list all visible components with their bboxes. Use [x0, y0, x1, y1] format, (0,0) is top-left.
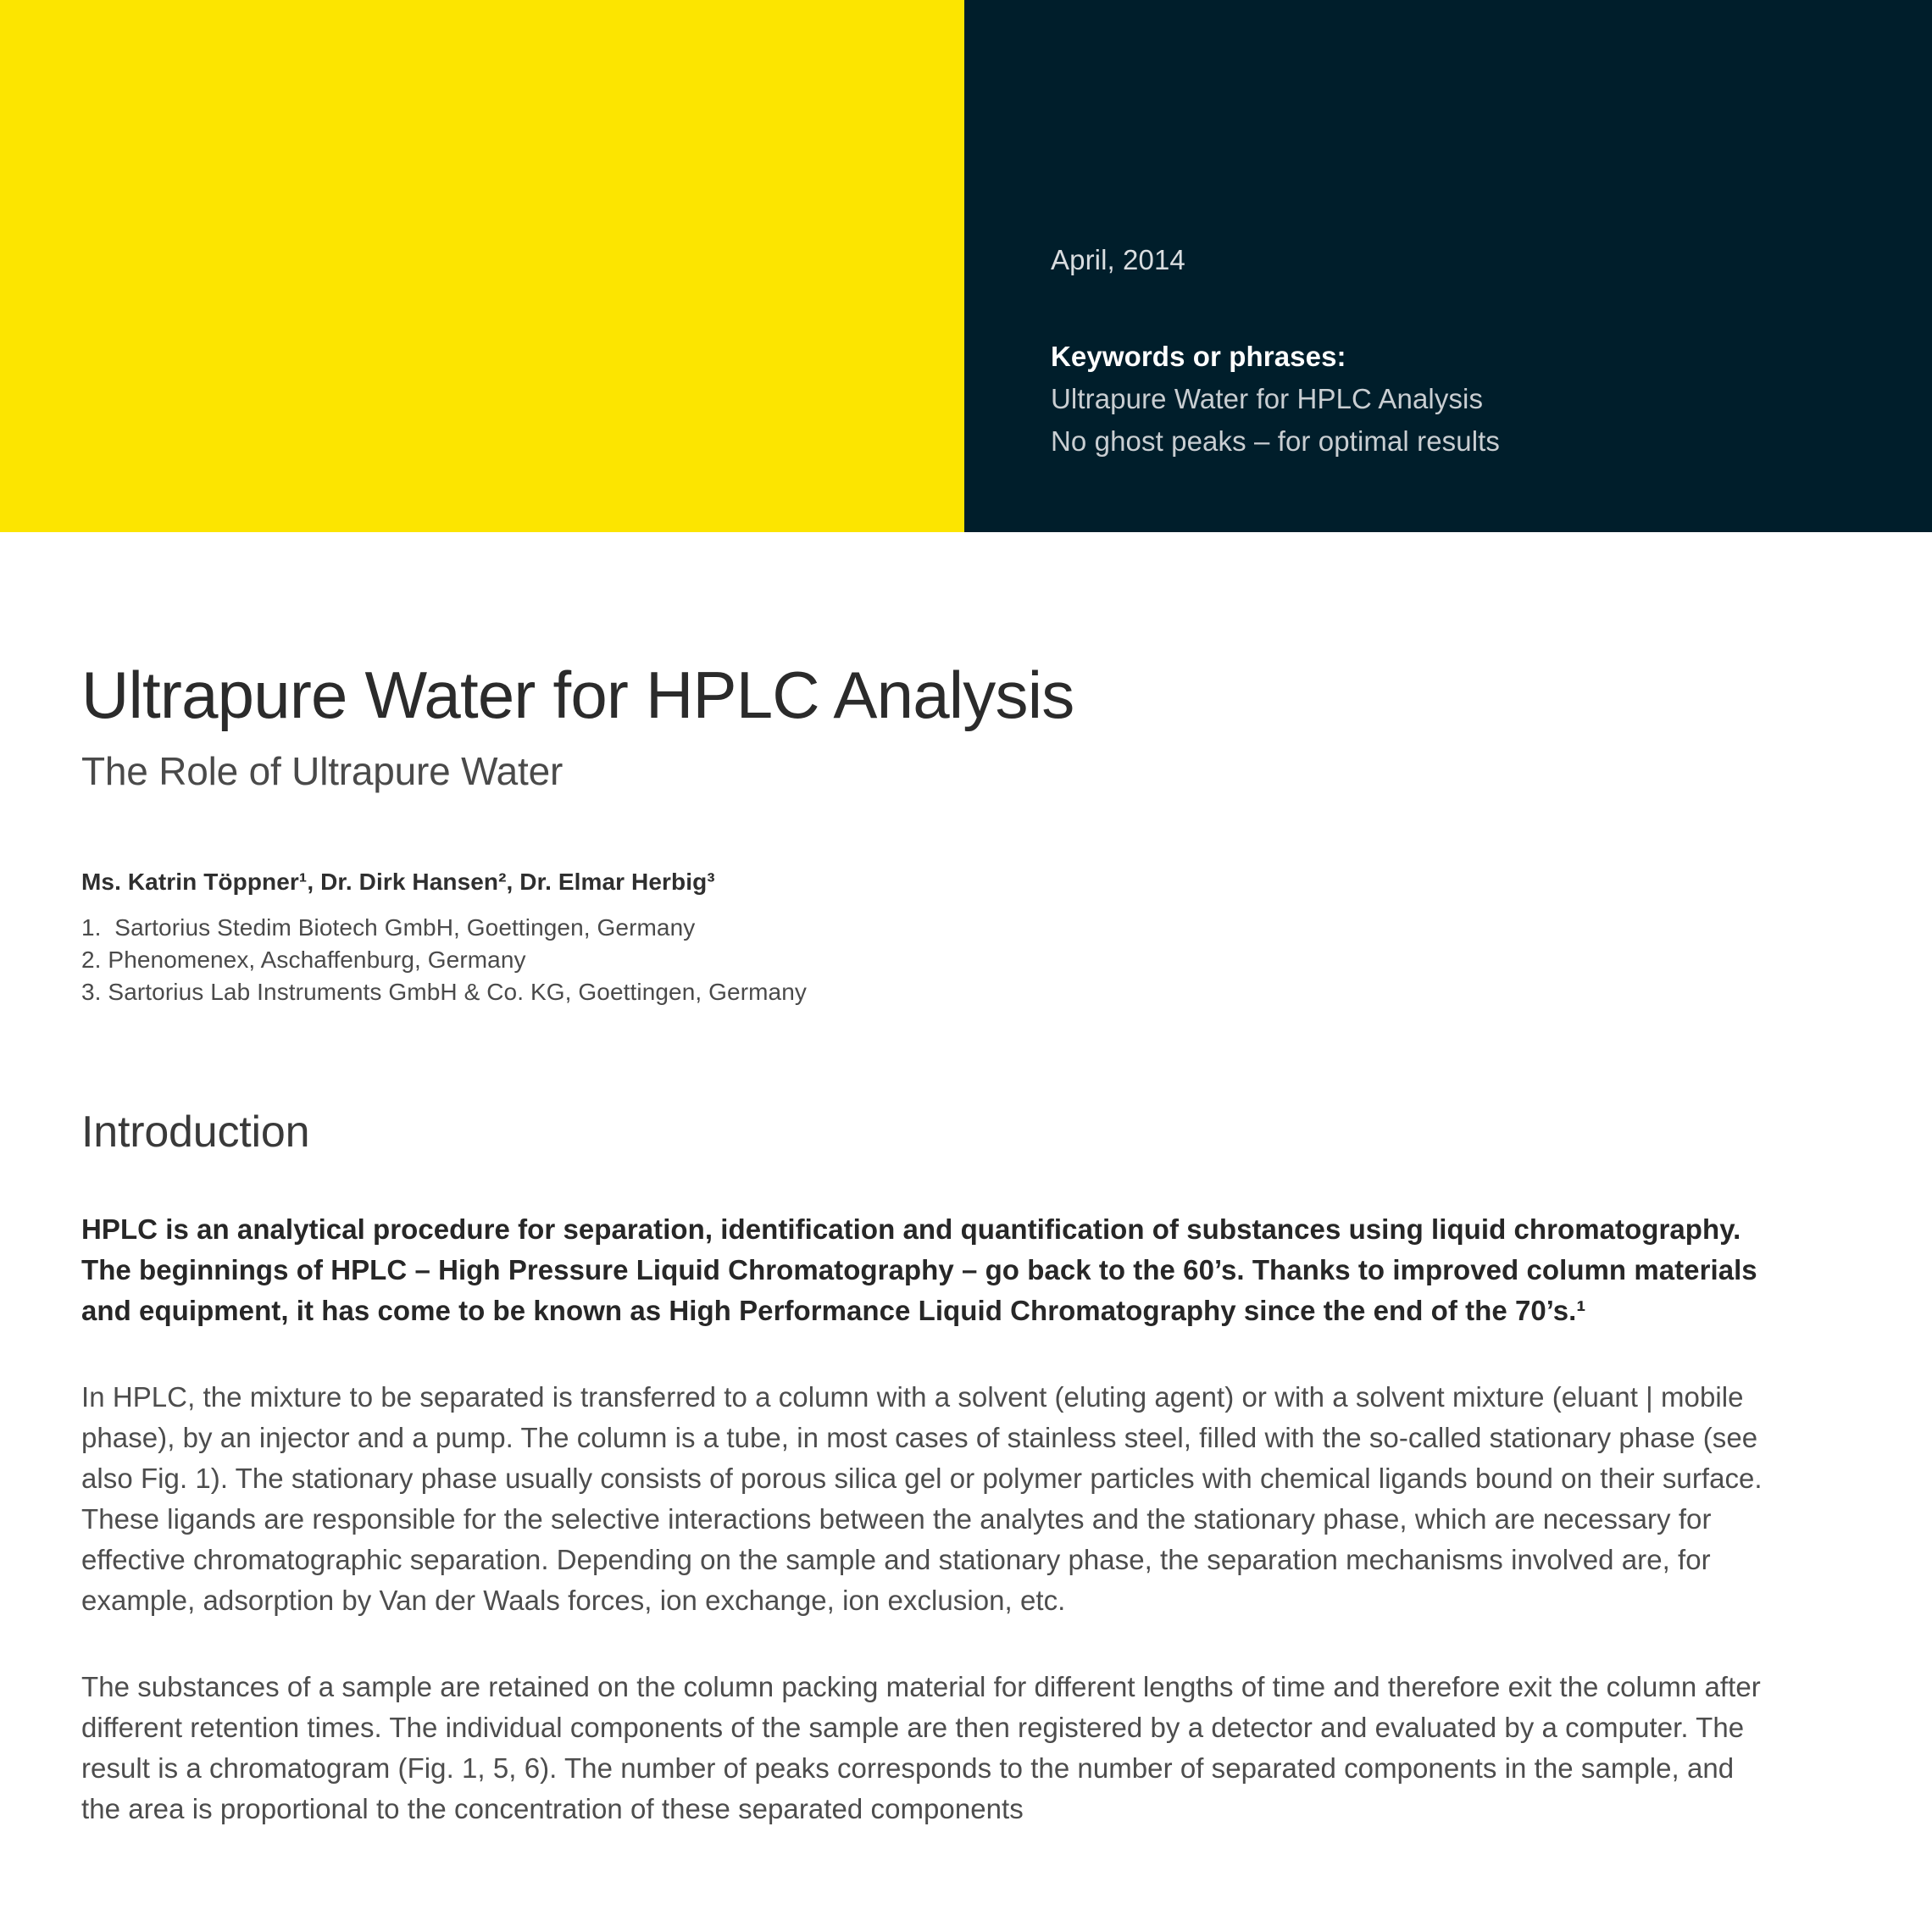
intro-lead-paragraph: HPLC is an analytical procedure for separation, identification and quantification of substances using liquid chromatography. The beginnings of HPLC – High Pressure Liquid Chromatography – go back to the 60’s. Thanks to improved column materials and equipment, it has come to be known as High Performance Liquid Chromatography since the end of the 70’s.¹ — [81, 1213, 1757, 1327]
keywords-label: Keywords or phrases: — [1051, 341, 1346, 372]
cover-banner — [0, 0, 1932, 532]
affiliation-item: 1. Sartorius Stedim Biotech GmbH, Goettingen, Germany — [81, 913, 696, 941]
page-subtitle: The Role of Ultrapure Water — [81, 749, 564, 794]
publication-date: April, 2014 — [1051, 244, 1185, 275]
keywords-block — [1051, 336, 1813, 463]
banner-yellow-block — [0, 0, 964, 532]
content-column — [81, 532, 1776, 1829]
affiliation-list — [81, 898, 1776, 1008]
banner-text-area — [1051, 0, 1813, 532]
intro-paragraph-2: The substances of a sample are retained on the column packing material for different lengths of time and therefore exit the column after different retention times. The individual components of the sample are then registered by a detector and evaluated by a computer. The result is a chromatogram (Fig. 1, 5, 6). The number of peaks corresponds to the number of separated components in the sample, and the area is proportional to the concentration of these separated components — [81, 1671, 1761, 1825]
intro-paragraph-1: In HPLC, the mixture to be separated is transferred to a column with a solvent (eluting agent) or with a solvent mixture (eluant | mobile phase), by an injector and a pump. The column is a tube, in most cases of stainless steel, filled with the so-called stationary phase (see also Fig. 1). The stationary phase usually consists of porous silica gel or polymer particles with chemical ligands bound on their surface. These ligands are responsible for the selective interactions between the analytes and the stationary phase, which are necessary for effective chromatographic separation. Depending on the sample and stationary phase, the separation mechanisms involved are, for example, adsorption by Van der Waals forces, ion exchange, ion exclusion, etc. — [81, 1381, 1763, 1617]
affiliation-item: 2. Phenomenex, Aschaffenburg, Germany — [81, 946, 526, 973]
keyword-line-2: No ghost peaks – for optimal results — [1051, 425, 1501, 457]
page-title: Ultrapure Water for HPLC Analysis — [81, 658, 1074, 732]
section-heading-introduction: Introduction — [81, 1107, 310, 1157]
affiliation-item: 3. Sartorius Lab Instruments GmbH & Co. KG, Goettingen, Germany — [81, 978, 807, 1005]
keyword-line-1: Ultrapure Water for HPLC Analysis — [1051, 383, 1484, 414]
document-body — [0, 532, 1932, 1829]
banner-dark-block — [964, 0, 1932, 532]
author-list: Ms. Katrin Töppner¹, Dr. Dirk Hansen², Dr. Elmar Herbig³ — [81, 869, 715, 896]
